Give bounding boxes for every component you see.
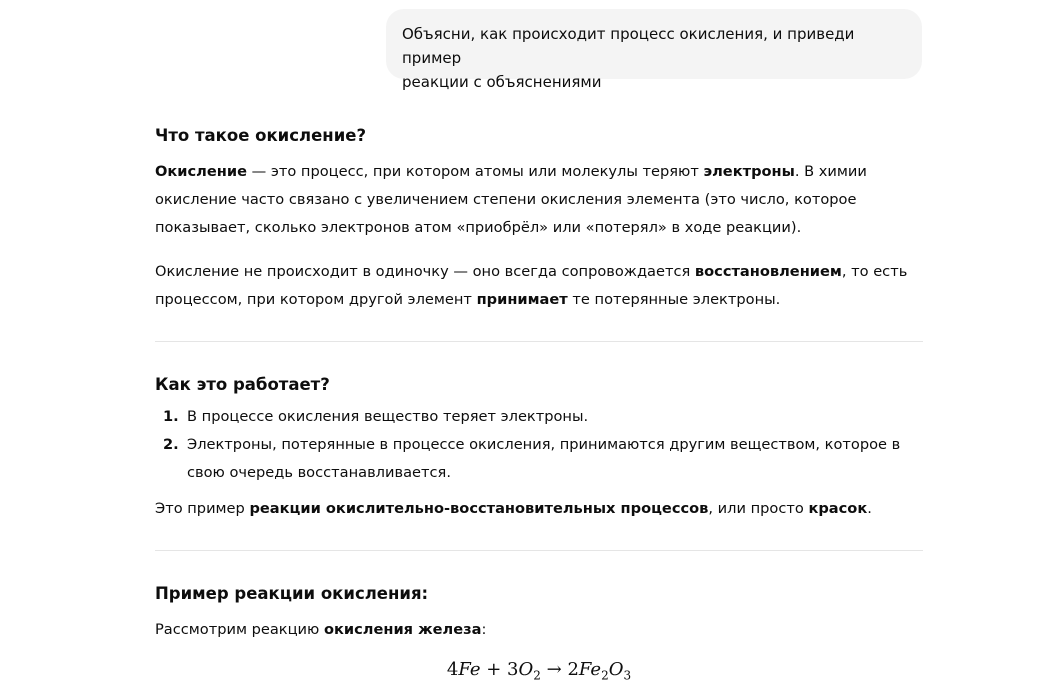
text-segment: , то есть процессом, при котором другой элемент <box>155 263 908 308</box>
section-divider <box>155 550 923 551</box>
term-kraski: красок <box>808 500 868 517</box>
text-segment: Рассмотрим реакцию <box>155 621 324 638</box>
list-item-text: Электроны, потерянные в процессе окисления, принимаются другим веществом, которое в свою очередь восстанавливается. <box>187 436 901 481</box>
term-oxidation: Окисление <box>155 163 247 180</box>
term-redox: реакции окислительно-восстановительных процессов <box>249 500 709 517</box>
term-iron-oxidation: окисления железа <box>323 621 482 638</box>
reaction-equation <box>155 656 923 690</box>
list-item <box>155 403 923 431</box>
list-item-text: В процессе окисления вещество теряет электроны. <box>187 408 589 425</box>
text-segment: Это пример <box>155 500 250 517</box>
section-divider <box>155 341 923 342</box>
coefficient: 4 <box>446 659 459 680</box>
text-segment: — это процесс, при котором атомы или молекулы теряют <box>246 163 704 180</box>
reaction-arrow: → <box>540 659 568 680</box>
user-message-line-1: Объясни, как происходит процесс окисления, и приведи пример <box>402 25 855 67</box>
paragraph-redox-summary <box>155 495 923 523</box>
section-heading-how-it-works: Как это работает? <box>155 375 330 394</box>
list-item <box>155 431 923 487</box>
section-heading-example: Пример реакции окисления: <box>155 584 429 603</box>
subscript: 2 <box>601 668 609 683</box>
paragraph-example-intro <box>155 616 923 644</box>
text-segment: те потерянные электроны. <box>567 291 781 308</box>
subscript: 3 <box>623 668 632 683</box>
list-number: 2. <box>163 436 179 453</box>
element-symbol: Fe <box>458 659 481 680</box>
user-message-bubble <box>386 9 922 91</box>
plus-sign: + <box>480 659 508 680</box>
term-electrons: электроны <box>703 163 795 180</box>
coefficient: 3 <box>507 659 519 680</box>
text-segment: . <box>867 500 872 517</box>
term-reduction: восстановлением <box>694 263 842 280</box>
section-heading-what-is-oxidation: Что такое окисление? <box>155 126 367 145</box>
text-segment: . В химии окисление часто связано с увеличением степени окисления элемента (это число, которое показывает, сколько электронов атом «приобрёл» или «потерял» в ходе реакции). <box>155 163 867 236</box>
text-segment: : <box>481 621 487 638</box>
coefficient: 2 <box>567 659 579 680</box>
text-segment: Окисление не происходит в одиночку — оно всегда сопровождается <box>155 263 695 280</box>
user-message-line-2: реакции с объяснениями <box>402 73 602 91</box>
element-symbol: Fe <box>578 659 602 680</box>
subscript: 2 <box>533 668 541 683</box>
term-accepts: принимает <box>476 291 568 308</box>
element-symbol: O <box>608 659 624 680</box>
element-symbol: O <box>518 659 534 680</box>
paragraph-reduction <box>155 258 923 314</box>
text-segment: , или просто <box>708 500 809 517</box>
numbered-list <box>155 403 923 487</box>
list-number: 1. <box>163 408 179 425</box>
paragraph-definition <box>155 158 923 242</box>
